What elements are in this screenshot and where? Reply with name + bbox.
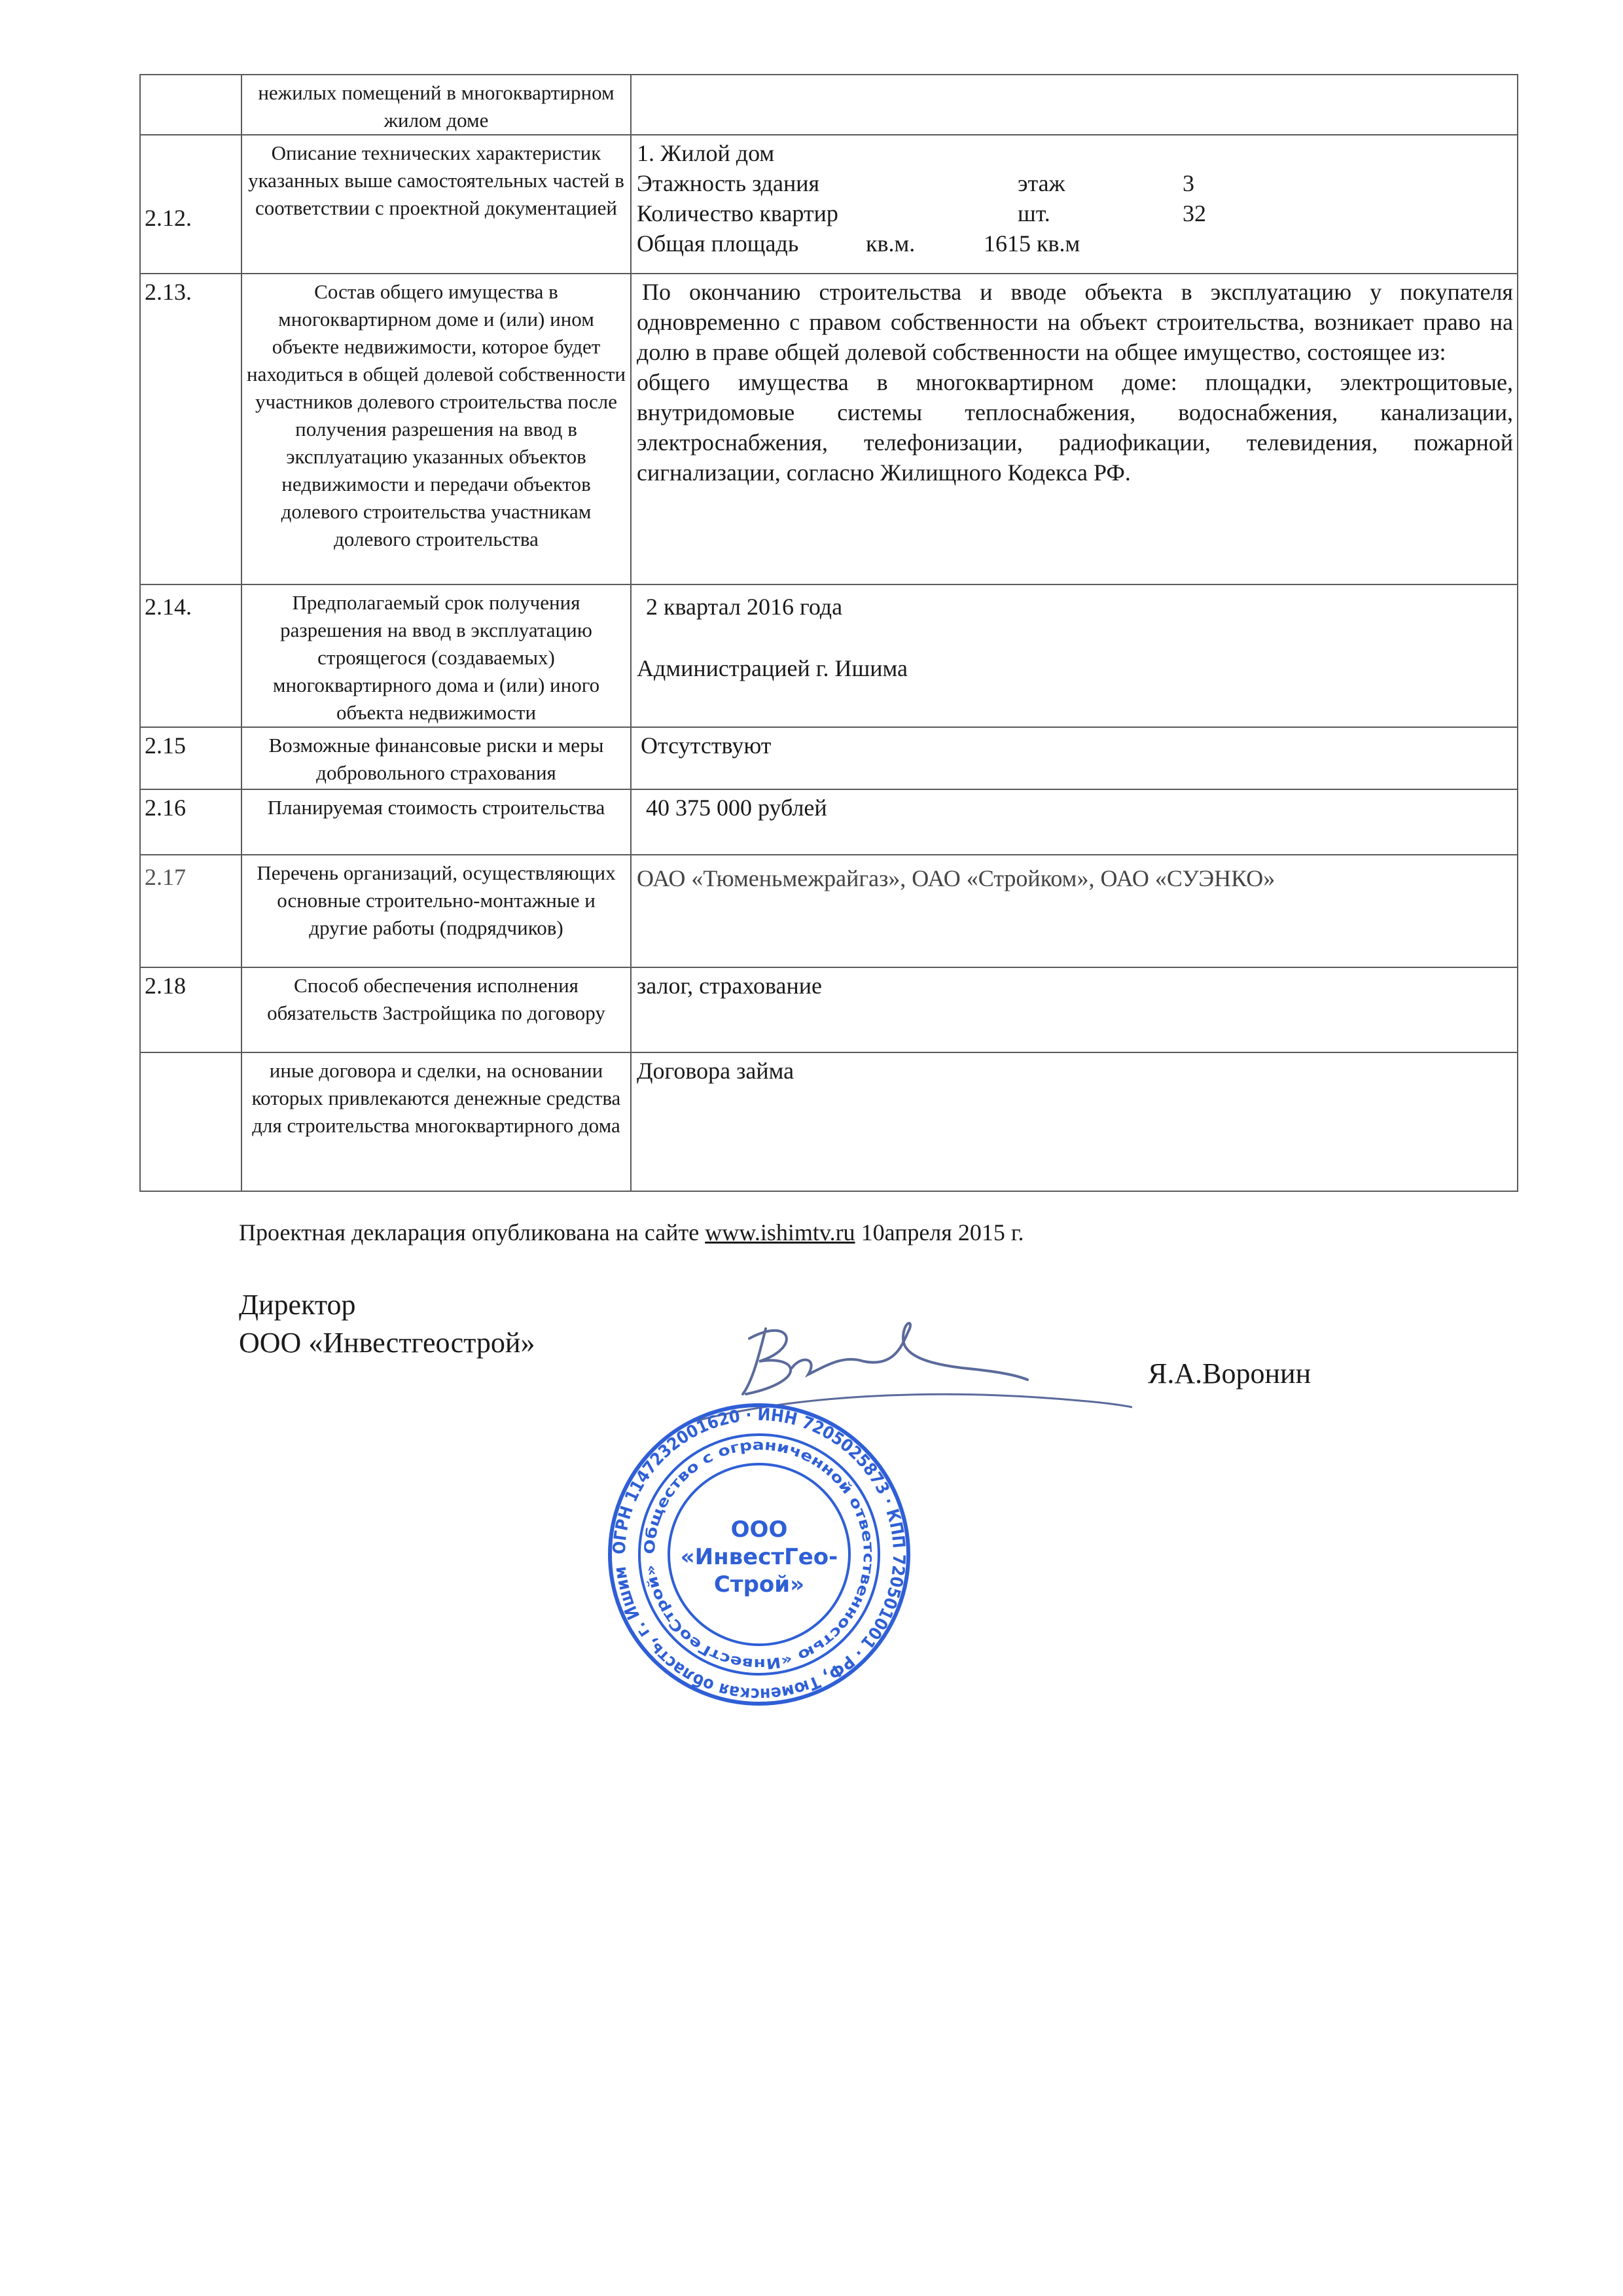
director-title: Директор (239, 1289, 356, 1321)
spec-name: Общая площадь (637, 230, 799, 257)
svg-text:Строй»: Строй» (713, 1571, 805, 1598)
spec-value: 32 (1183, 200, 1206, 226)
website-link[interactable]: www.ishimtv.ru (705, 1219, 855, 1246)
row-label: Состав общего имущества в многоквартирном доме и (или) ином объекте недвижимости, которое будет находиться в общей долевой собственности участников долевого строительства после получения разрешения на ввод в эксплуатацию указанных объектов недвижимости и передачи объектов долевого строительства участникам долевого строительства (241, 274, 631, 584)
completion-date: 2 квартал 2016 года (646, 594, 843, 620)
publication-date: 10апреля 2015 г. (861, 1219, 1024, 1246)
table-row (140, 584, 1518, 727)
table-row (140, 274, 1518, 584)
director-block (239, 1286, 535, 1362)
spec-row-apartments (637, 198, 1513, 228)
row-number: 2.16 (140, 789, 241, 855)
svg-text:«ИнвестГео-: «ИнвестГео- (680, 1544, 838, 1570)
spec-unit: этаж (1018, 170, 1065, 196)
common-property-paragraph: По окончанию строительства и вводе объекта в эксплуатацию у покупателя одновременно с правом собственности на объект строительства, возникает право на долю в праве общей долевой собственности на общее имущество, состоящее из: (637, 279, 1513, 365)
row-value: залог, страхование (631, 967, 1518, 1052)
row-number: 2.13. (140, 274, 241, 584)
signer-name: Я.А.Воронин (1148, 1357, 1311, 1390)
table-row (140, 727, 1518, 789)
spec-heading: 1. Жилой дом (637, 140, 775, 166)
svg-text:Общество с ограниченной ответс: Общество с ограниченной ответственностью «ИнвестГеоСтрой» (641, 1437, 877, 1672)
row-label: Способ обеспечения исполнения обязательств Застройщика по договору (241, 967, 631, 1052)
row-value (631, 584, 1518, 727)
row-number: 2.17 (140, 855, 241, 967)
row-value (631, 274, 1518, 584)
row-value: Договора займа (631, 1052, 1518, 1191)
row-value: 40 375 000 рублей (631, 789, 1518, 855)
row-label: нежилых помещений в многоквартирном жилом доме (241, 75, 631, 135)
table-row (140, 135, 1518, 274)
building-spec (631, 135, 1518, 274)
row-number: 2.15 (140, 727, 241, 789)
table-row (140, 75, 1518, 135)
row-label: иные договора и сделки, на основании которых привлекаются денежные средства для строительства многоквартирного дома (241, 1052, 631, 1191)
common-property-list: общего имущества в многоквартирном доме: площадки, электрощитовые, внутридомовые системы теплоснабжения, водоснабжения, канализации, электроснабжения, телефонизации, радиофикации, телевидения, пожарной сигнализации, согласно Жилищного Кодекса РФ. (637, 369, 1513, 486)
spec-value: 1615 кв.м (984, 230, 1080, 257)
table-row (140, 967, 1518, 1052)
row-number: 2.18 (140, 967, 241, 1052)
spec-row-floors (637, 168, 1513, 198)
spec-row-area (637, 228, 1513, 259)
row-label: Планируемая стоимость строительства (241, 789, 631, 855)
row-number: 2.12. (140, 135, 241, 274)
row-label: Описание технических характеристик указанных выше самостоятельных частей в соответствии с проектной документацией (241, 135, 631, 274)
row-value (631, 75, 1518, 135)
issuing-authority: Администрацией г. Ишима (637, 655, 908, 681)
table-row (140, 1052, 1518, 1191)
declaration-table (139, 74, 1518, 1192)
spec-unit: кв.м. (866, 230, 916, 257)
spec-unit: шт. (1018, 200, 1050, 226)
svg-text:ОГРН 1147232001620 · ИНН 72050: ОГРН 1147232001620 · ИНН 7205025873 · КПП 720501001 · РФ, Тюменская область, г. Ишим (609, 1405, 909, 1704)
row-number (140, 1052, 241, 1191)
row-number (140, 75, 241, 135)
row-number: 2.14. (140, 584, 241, 727)
svg-text:ООО: ООО (730, 1516, 788, 1543)
row-value: ОАО «Тюменьмежрайгаз», ОАО «Стройком», ОАО «СУЭНКО» (631, 855, 1518, 967)
table-row (140, 855, 1518, 967)
publication-prefix: Проектная декларация опубликована на сайте (239, 1219, 700, 1246)
spec-name: Количество квартир (637, 200, 838, 226)
row-value: Отсутствуют (631, 727, 1518, 789)
row-label: Предполагаемый срок получения разрешения на ввод в эксплуатацию строящегося (создаваемых) многоквартирного дома и (или) иного объекта недвижимости (241, 584, 631, 727)
spec-name: Этажность здания (637, 170, 820, 196)
company-seal (605, 1401, 913, 1708)
publication-note (239, 1219, 1024, 1246)
row-label: Возможные финансовые риски и меры добровольного страхования (241, 727, 631, 789)
spec-value: 3 (1183, 170, 1194, 196)
row-label: Перечень организаций, осуществляющих основные строительно-монтажные и другие работы (подрядчиков) (241, 855, 631, 967)
company-name: ООО «Инвестгеострой» (239, 1327, 535, 1359)
table-row (140, 789, 1518, 855)
